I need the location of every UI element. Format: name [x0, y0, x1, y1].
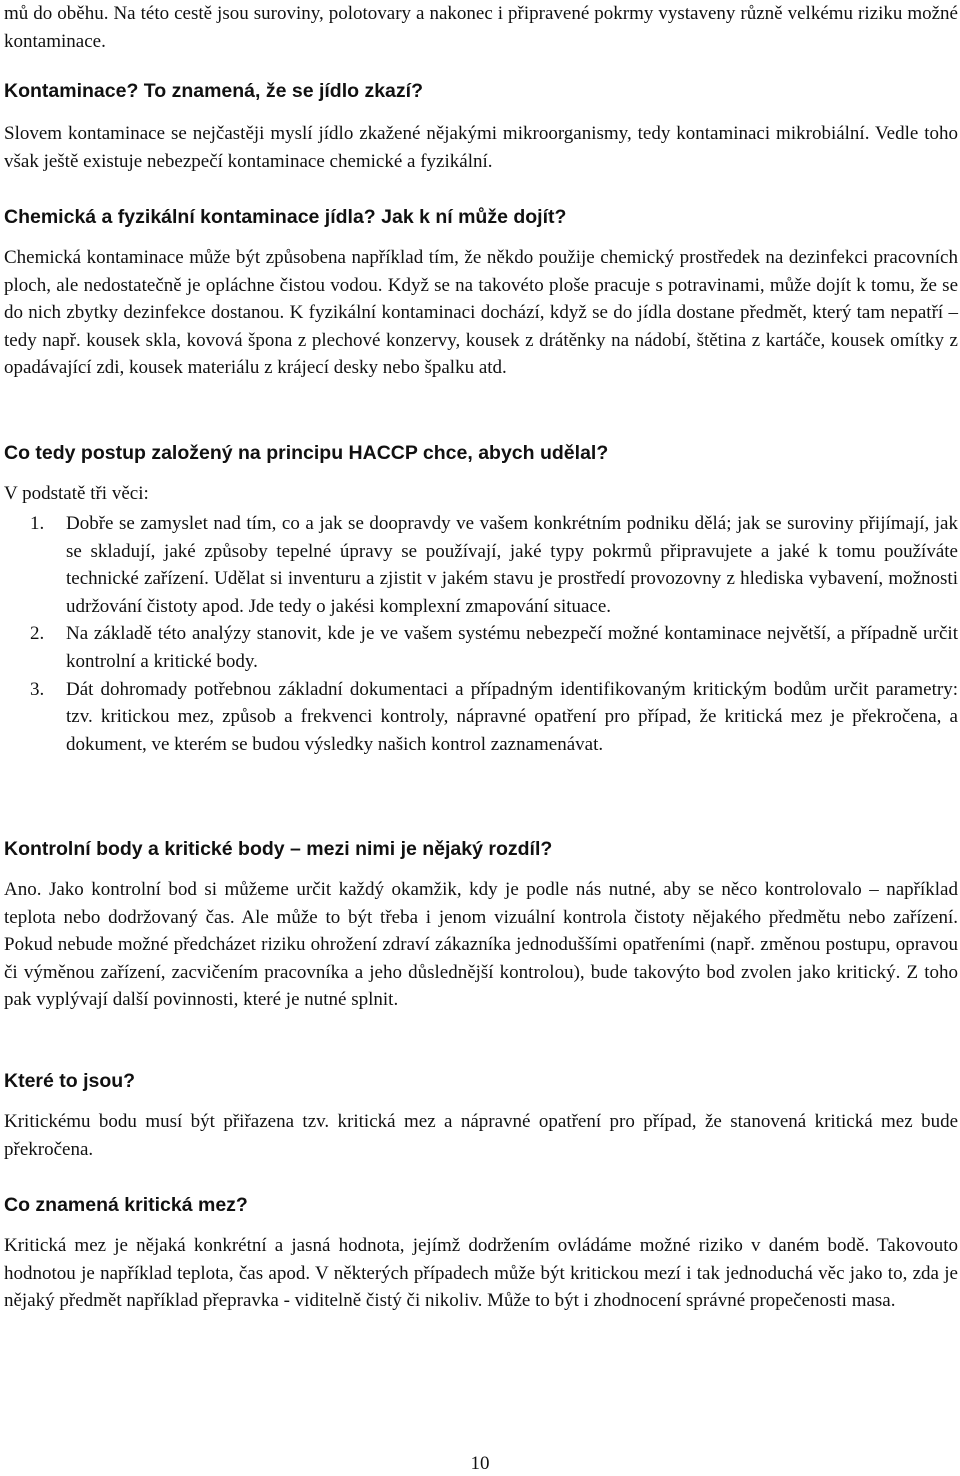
heading-chemicka: Chemická a fyzikální kontaminace jídla? Jak k ní může dojít?: [4, 206, 567, 228]
list-item-number: 1.: [30, 513, 45, 534]
heading-ktere: Které to jsou?: [4, 1070, 136, 1092]
list-item: [4, 620, 958, 675]
paragraph-haccp-intro: V podstatě tři věci:: [4, 483, 149, 504]
list-item-text: Na základě této analýzy stanovit, kde je ve vašem systému nebezpečí možné kontaminace největší, a případně určit kontrolní a kritické body.: [66, 623, 958, 672]
paragraph-chemicka: Chemická kontaminace může být způsobena například tím, že někdo použije chemický prostředek na dezinfekci pracovních ploch, ale nedostatečně je opláchne čistou vodou. Když se na takovéto ploše pracuje s potravinami, může dojít k tomu, že se do nich zbytky dezinfekce dostanou. K fyzikální kontaminaci dochází, když se do jídla dostane předmět, který tam nepatří – tedy např. kousek skla, kovová špona z plechové konzervy, kousek z drátěnky na nádobí, štětina z kartáče, kousek omítky z opadávající zdi, kousek materiálu z krájecí desky nebo špalku atd.: [4, 247, 958, 379]
list-item-number: 3.: [30, 678, 45, 700]
intro-paragraph: mů do oběhu. Na této cestě jsou suroviny, polotovary a nakonec i připravené pokrmy vystaveny různě velkému riziku možné kontaminace.: [4, 3, 958, 52]
list-item-text: Dobře se zamyslet nad tím, co a jak se doopravdy ve vašem konkrétním podniku dělá; jak se suroviny přijímají, jak se skladují, jaké způsoby tepelné úpravy se používají, jaké typy pokrmů připravujete a jaké k tomu používáte technické zařízení. Udělat si inventuru a zjistit v jakém stavu je prostředí provozovny z hlediska vybavení, možnosti udržování čistoty apod. Jde tedy o jakési komplexní zmapování situace.: [66, 513, 958, 617]
paragraph-kontaminace: Slovem kontaminace se nejčastěji myslí jídlo zkažené nějakými mikroorganismy, tedy kontaminaci mikrobiální. Vedle toho však ještě existuje nebezpečí kontaminace chemické a fyzikální.: [4, 123, 958, 172]
list-item-text: Dát dohromady potřebnou základní dokumentaci a případným identifikovaným kritickým bodům určit parametry: tzv. kritickou mez, způsob a frekvenci kontroly, nápravné opatření pro případ, že kritická mez je překročena, a dokument, ve kterém se budou výsledky našich kontrol zaznamenávat.: [66, 678, 958, 755]
heading-haccp: Co tedy postup založený na principu HACCP chce, abych udělal?: [4, 442, 609, 464]
list-item: [4, 510, 958, 620]
paragraph-mez: Kritická mez je nějaká konkrétní a jasná hodnota, jejímž dodržením ovládáme možné riziko v daném bodě. Takovouto hodnotou je například teplota, čas apod. V některých případech může být kritickou mezí i tak jednoduchá věc jako to, zda je nějaký předmět například přepravka - viditelně čistý či nikoliv. Může to být i zhodnocení správné propečenosti masa.: [4, 1235, 958, 1312]
paragraph-kontrolni: Ano. Jako kontrolní bod si můžeme určit každý okamžik, kdy je podle nás nutné, aby se něco kontrolovalo – například teplota nebo dodržovaný čas. Ale může to být třeba i jenom vizuální kontrola čistoty nějakého předmětu nebo zařízení. Pokud nebude možné předcházet riziku ohrožení zdraví zákazníka jednoduššími opatřeními (např. změnou postupu, opravou či výměnou zařízení, zacvičením pracovníka a jeho důslednější kontrolou), bude takovýto bod zvolen jako kritický. Z toho pak vyplývají další povinnosti, které je nutné splnit.: [4, 879, 958, 1011]
heading-kontrolni: Kontrolní body a kritické body – mezi nimi je nějaký rozdíl?: [4, 838, 553, 860]
heading-mez: Co znamená kritická mez?: [4, 1194, 248, 1216]
list-item-number: 2.: [30, 623, 45, 645]
page-number: 10: [470, 1453, 490, 1474]
list-item: [4, 676, 958, 759]
paragraph-ktere: Kritickému bodu musí být přiřazena tzv. kritická mez a nápravné opatření pro případ, že stanovená kritická mez bude překročena.: [4, 1111, 958, 1160]
heading-kontaminace: Kontaminace? To znamená, že se jídlo zkazí?: [4, 80, 423, 102]
haccp-steps-list: [4, 510, 958, 758]
